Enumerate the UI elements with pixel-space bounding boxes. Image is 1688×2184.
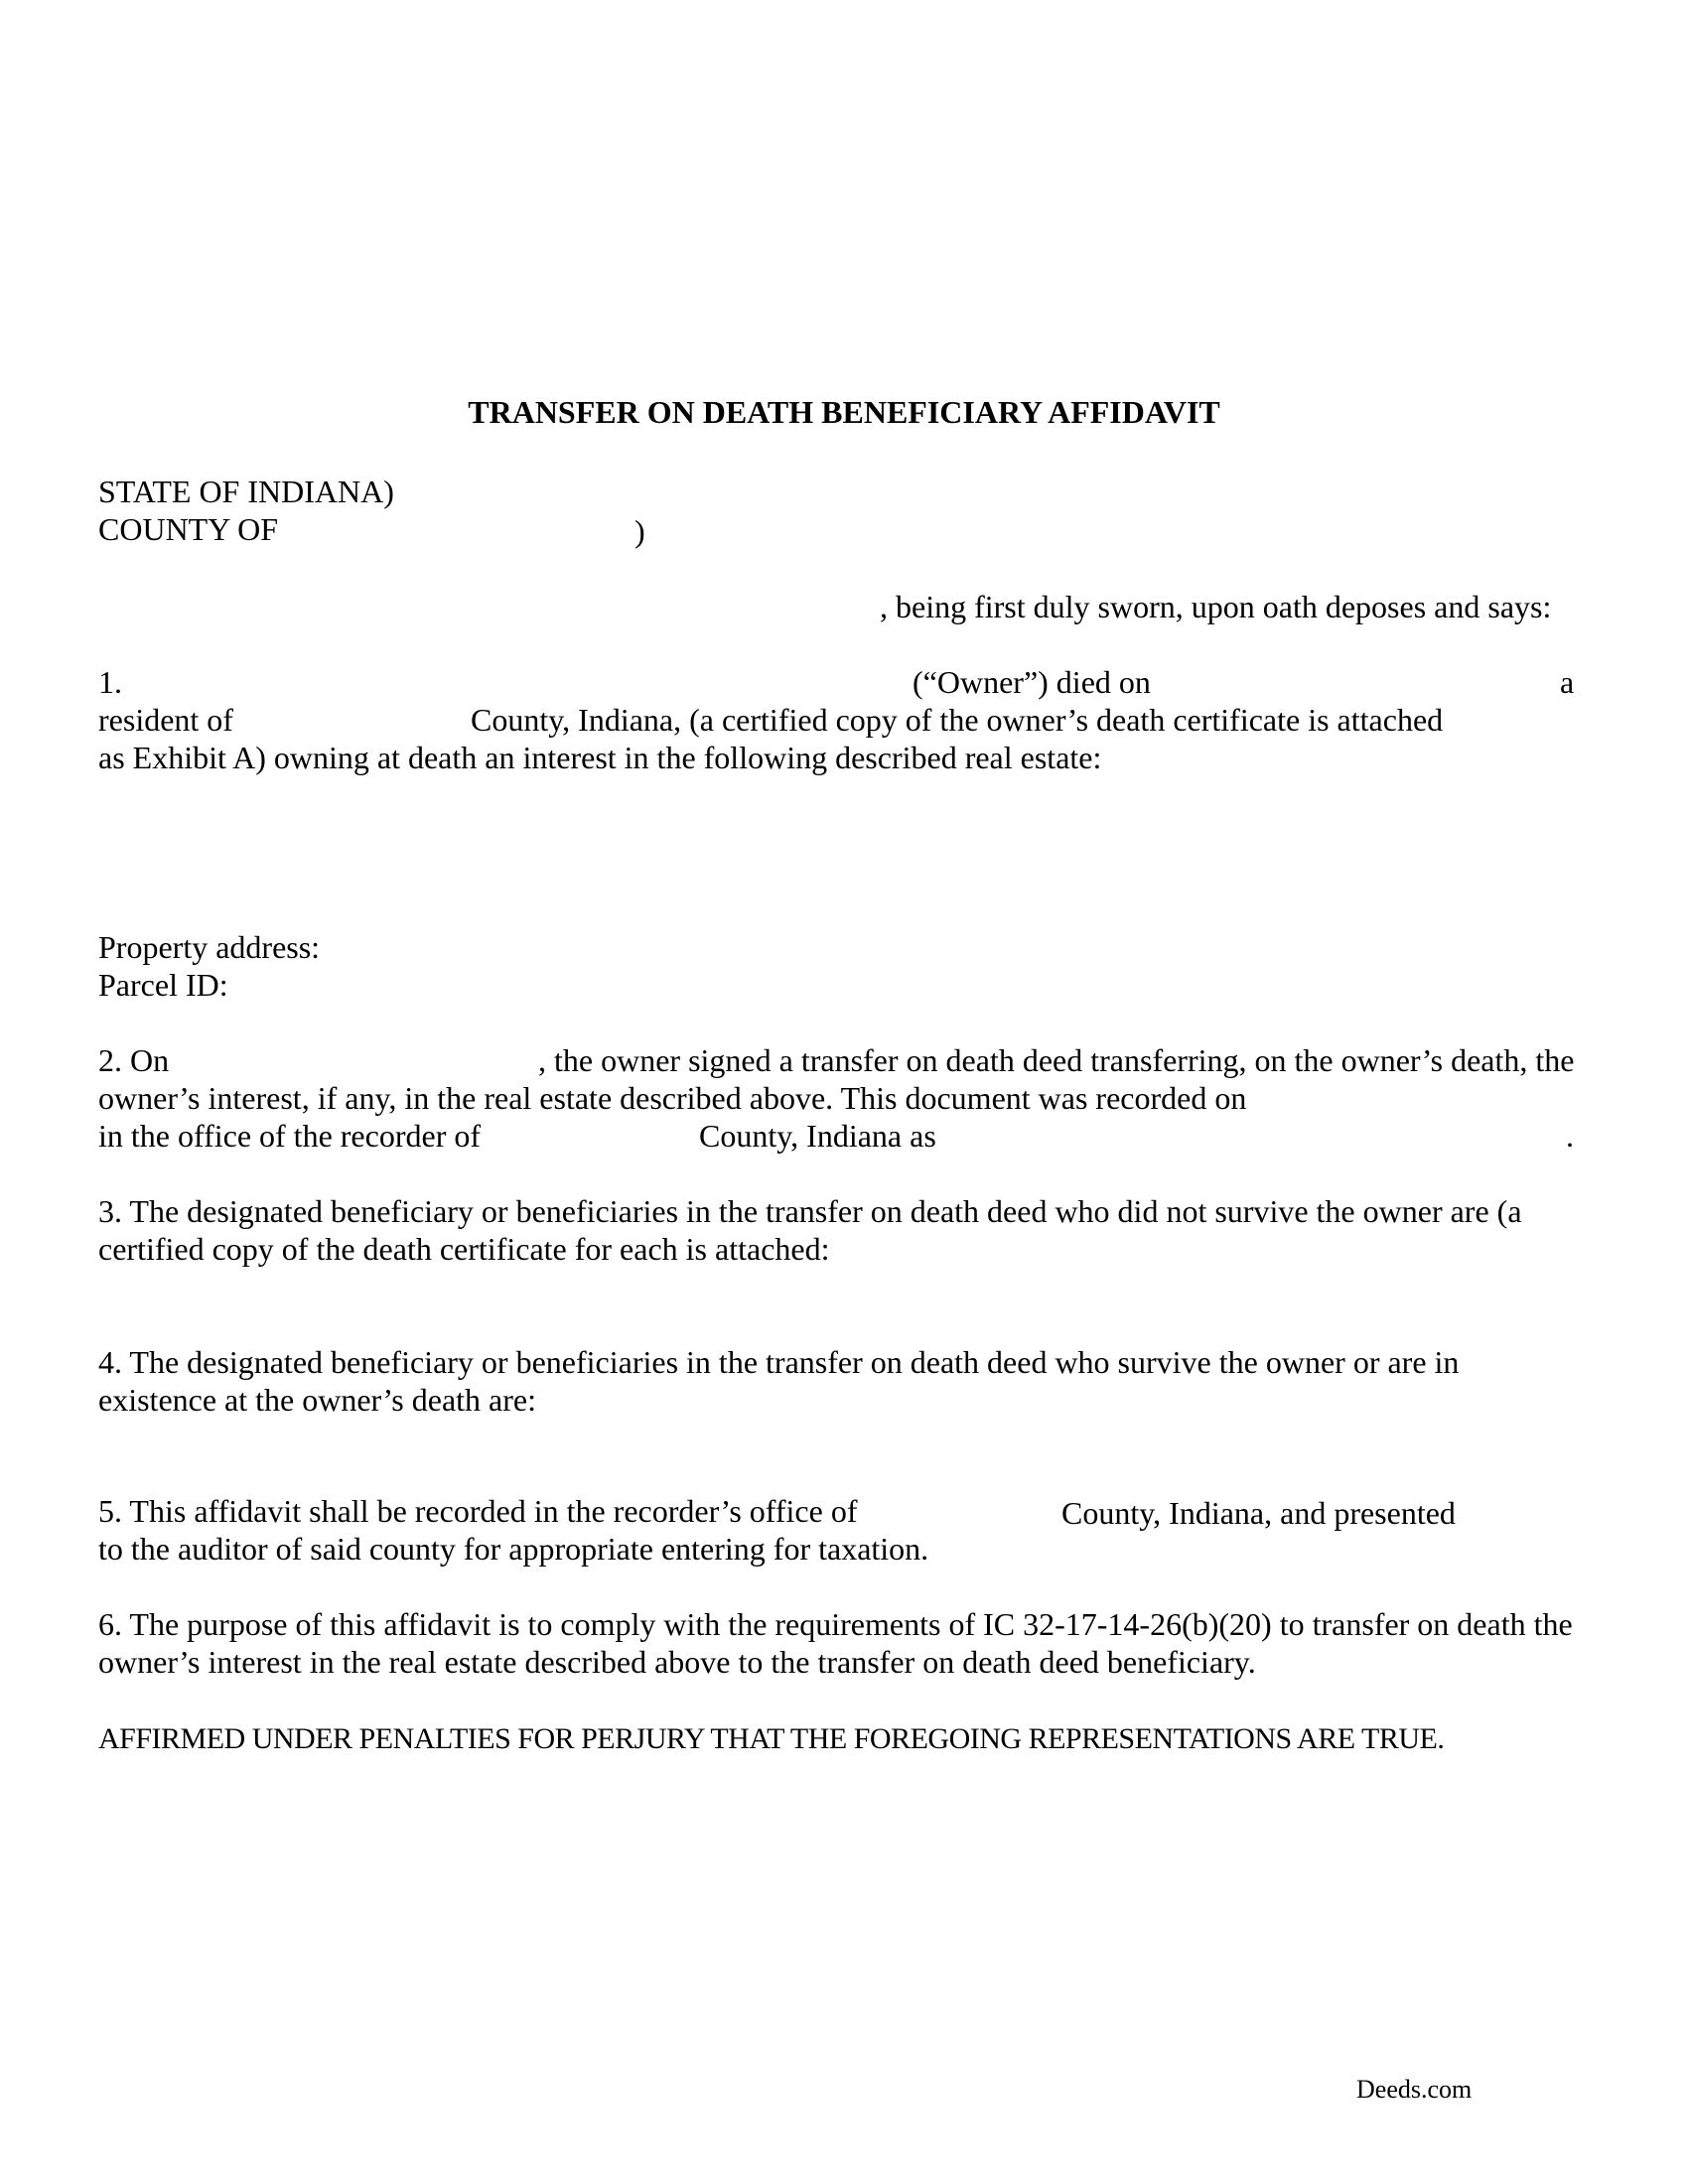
para3-line1: 3. The designated beneficiary or beneficiaries in the transfer on death deed who did not survive the owner are (a: [98, 1193, 1522, 1229]
para5-line1-a: 5. This affidavit shall be recorded in the recorder’s office of: [98, 1493, 858, 1529]
venue-county-paren: ): [634, 513, 645, 549]
para1-a: a: [1560, 664, 1575, 700]
sworn-statement: , being first duly sworn, upon oath deposes and says:: [880, 589, 1552, 624]
para2-line3-b: County, Indiana as: [699, 1118, 936, 1154]
para6-line1: 6. The purpose of this affidavit is to comply with the requirements of IC 32-17-14-26(b)(20) to transfer on death the: [98, 1606, 1573, 1642]
property-address-label: Property address:: [98, 929, 321, 965]
para1-number: 1.: [98, 664, 122, 700]
para3-line2: certified copy of the death certificate for each is attached:: [98, 1231, 830, 1267]
para4-line1: 4. The designated beneficiary or beneficiaries in the transfer on death deed who survive the owner or are in: [98, 1344, 1460, 1380]
para1-line3: as Exhibit A) owning at death an interest in the following described real estate:: [98, 740, 1102, 775]
para2-line2: owner’s interest, if any, in the real estate described above. This document was recorded on: [98, 1080, 1247, 1116]
para5-line2: to the auditor of said county for appropriate entering for taxation.: [98, 1531, 929, 1567]
para6-line2: owner’s interest in the real estate described above to the transfer on death deed beneficiary.: [98, 1644, 1256, 1680]
para4-line2: existence at the owner’s death are:: [98, 1382, 536, 1418]
venue-state: STATE OF INDIANA): [98, 474, 394, 509]
para2-on: 2. On: [98, 1042, 170, 1078]
footer-brand: Deeds.com: [1356, 2075, 1473, 2104]
venue-county-label: COUNTY OF: [98, 511, 279, 547]
para2-line1: , the owner signed a transfer on death deed transferring, on the owner’s death, the: [538, 1042, 1575, 1078]
para2-line3-a: in the office of the recorder of: [98, 1118, 481, 1154]
parcel-id-label: Parcel ID:: [98, 967, 228, 1003]
affirmation-statement: AFFIRMED UNDER PENALTIES FOR PERJURY THAT THE FOREGOING REPRESENTATIONS ARE TRUE.: [98, 1722, 1445, 1755]
para1-owner-died: (“Owner”) died on: [913, 664, 1151, 700]
para1-county-indiana: County, Indiana, (a certified copy of the owner’s death certificate is attached: [471, 702, 1444, 738]
para2-line3-end: .: [1566, 1118, 1574, 1154]
para5-line1-b: County, Indiana, and presented: [1061, 1495, 1456, 1531]
para1-resident-of: resident of: [98, 702, 233, 738]
document-title: TRANSFER ON DEATH BENEFICIARY AFFIDAVIT: [468, 394, 1220, 430]
